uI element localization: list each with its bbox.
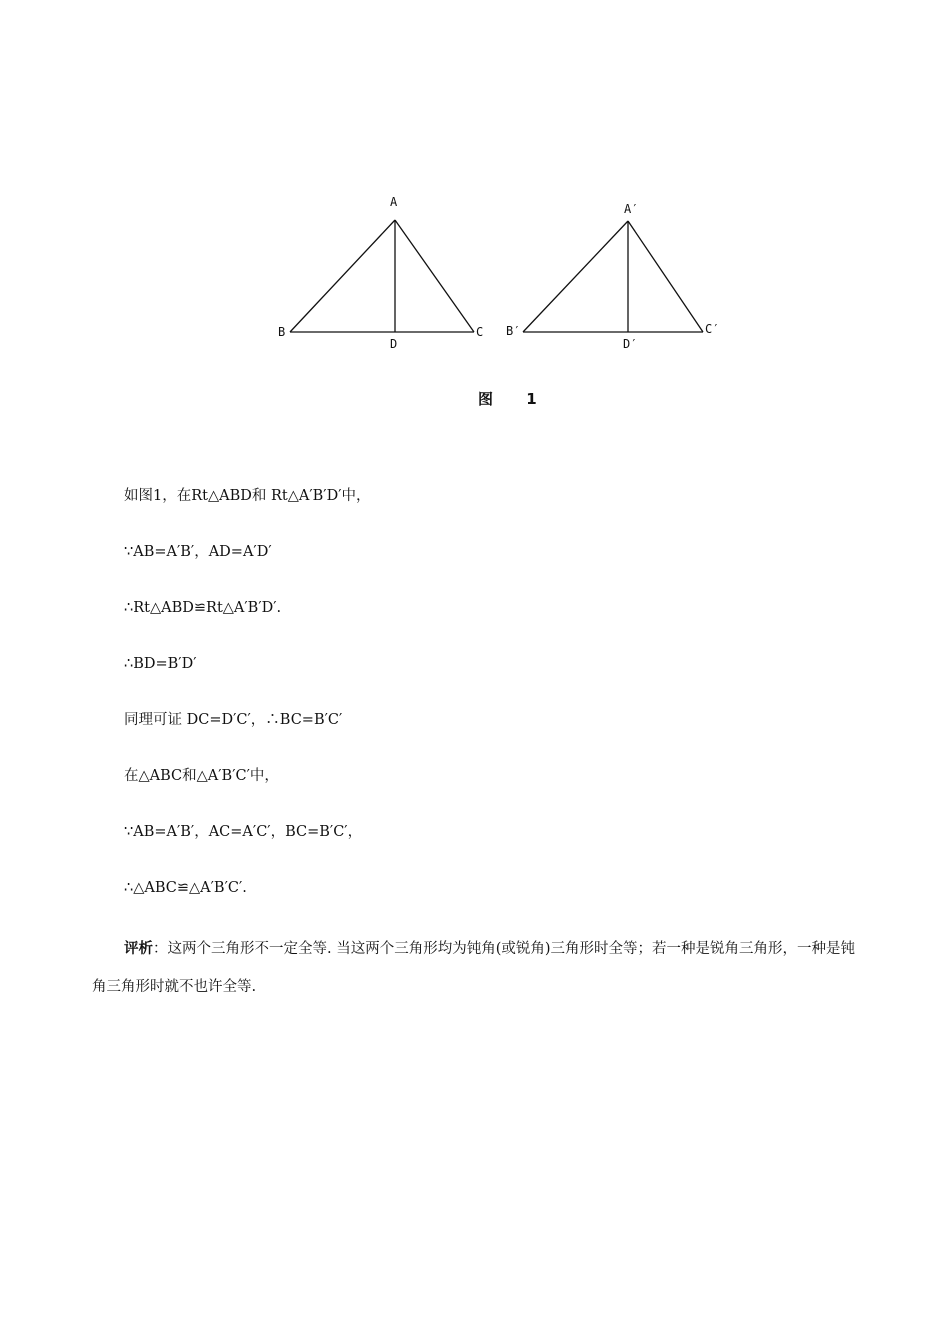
segment-ab [290, 220, 395, 332]
label-b: B [278, 325, 286, 339]
proof-line-5: 同理可证 DC=D′C′，∴BC=B′C′ [124, 712, 343, 728]
comment-paragraph [92, 930, 862, 1006]
label-c-prime: C′ [705, 322, 720, 336]
proof-line-7: ∵AB=A′B′，AC=A′C′，BC=B′C′， [124, 824, 363, 840]
label-c: C [476, 325, 484, 339]
proof-line-8: ∴△ABC≌△A′B′C′. [124, 880, 247, 896]
proof-line-4: ∴BD=B′D′ [124, 656, 197, 672]
label-d: D [390, 337, 398, 351]
comment-separator: ： [153, 941, 168, 957]
label-a-prime: A′ [624, 202, 639, 216]
triangle-figure [270, 188, 740, 368]
proof-line-6: 在△ABC和△A′B′C′中， [124, 768, 279, 784]
segment-ac [395, 220, 474, 332]
comment-title: 评析 [124, 940, 153, 957]
proof-line-3: ∴Rt△ABD≌Rt△A′B′D′. [124, 600, 282, 616]
label-b-prime: B′ [506, 324, 521, 338]
comment-text: 这两个三角形不一定全等. 当这两个三角形均为钝角(或锐角)三角形时全等；若一种是锐角三角形，一种是钝角三角形时就不也许全等. [92, 941, 856, 995]
label-a: A [390, 195, 398, 209]
figure-caption: 图 1 [478, 390, 551, 408]
proof-line-2: ∵AB=A′B′，AD=A′D′ [124, 544, 272, 560]
segment-a1c1 [628, 221, 703, 332]
label-d-prime: D′ [623, 337, 638, 351]
triangle-diagram [270, 188, 740, 368]
segment-a1b1 [523, 221, 628, 332]
proof-line-1: 如图1，在Rt△ABD和 Rt△A′B′D′中， [124, 488, 371, 504]
